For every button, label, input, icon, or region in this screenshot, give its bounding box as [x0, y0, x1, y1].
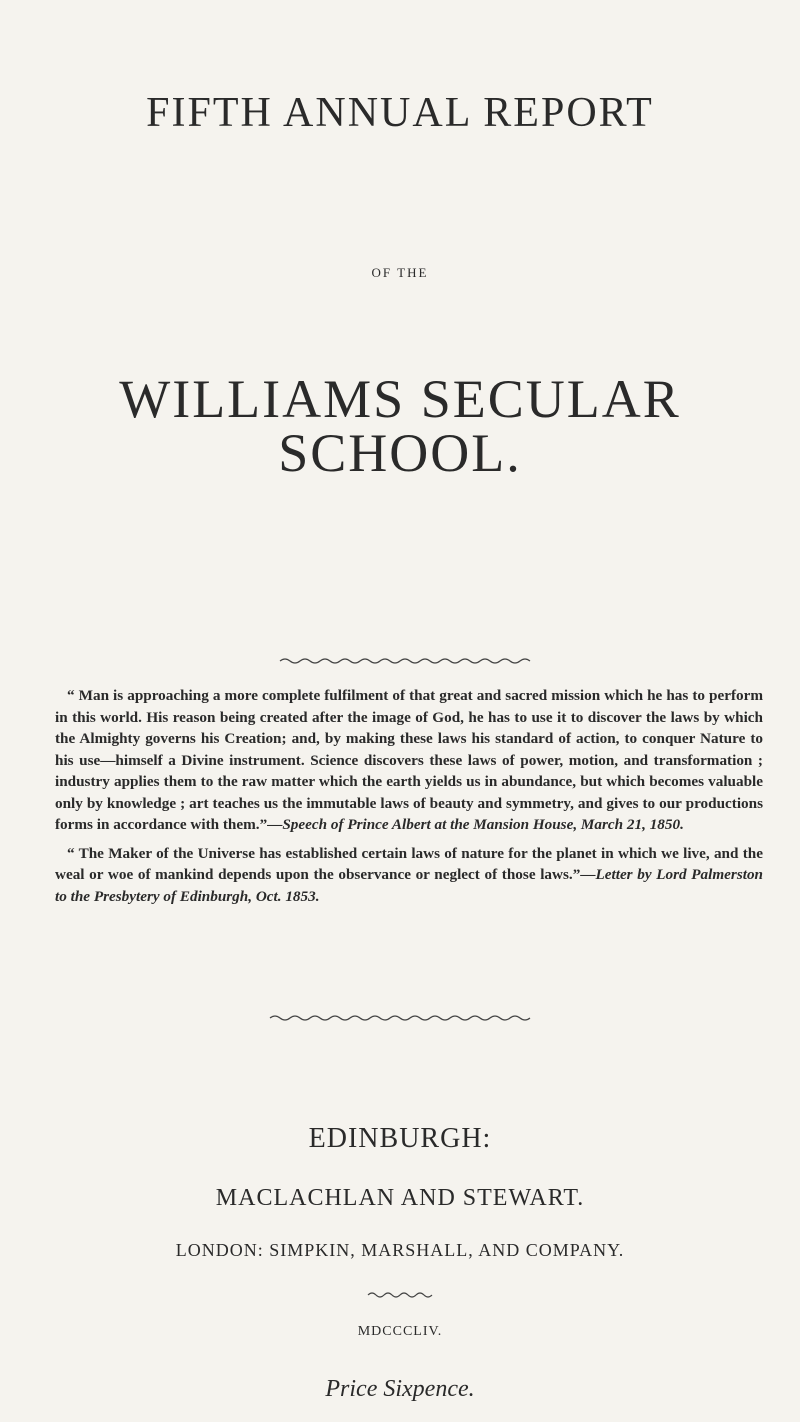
- of-the-label: OF THE: [371, 265, 429, 280]
- report-title: FIFTH ANNUAL REPORT: [146, 90, 654, 136]
- wavy-rule-small: [0, 1290, 800, 1300]
- imprint-price: Price Sixpence.: [325, 1376, 475, 1402]
- quotes-block: [55, 685, 763, 907]
- quote-source: Letter by Lord Palmerston to the Presbytery of Edinburgh, Oct. 1853.: [55, 866, 763, 905]
- wavy-rule-top: [0, 656, 800, 666]
- quote-text: “ The Maker of the Universe has established certain laws of nature for the planet in which we live, and the weal or woe of mankind depends upon the observance or neglect of those laws.”—: [55, 844, 763, 883]
- imprint-publisher: MACLACHLAN AND STEWART.: [215, 1185, 585, 1211]
- imprint-year: MDCCCLIV.: [357, 1324, 443, 1339]
- quote-palmerston: [55, 843, 763, 908]
- imprint-london: LONDON: SIMPKIN, MARSHALL, AND COMPANY.: [175, 1240, 625, 1260]
- quote-text: “ Man is approaching a more complete fulfilment of that great and sacred mission which he has to perform in this world. His reason being created after the image of God, he has to use it to discover the laws by which the Almighty governs his Creation; and, by making these laws his standard of action, to conquer Nature to his use—himself a Divine instrument. Science discovers these laws of power, motion, and transformation ; industry applies them to the raw matter which the earth yields us in abundance, but which becomes valuable only by knowledge ; art teaches us the immutable laws of beauty and symmetry, and gives to our productions forms in accordance with them.”—: [55, 687, 763, 833]
- school-name: WILLIAMS SECULAR SCHOOL.: [119, 369, 681, 483]
- quote-source: Speech of Prince Albert at the Mansion House, March 21, 1850.: [282, 816, 684, 833]
- quote-albert: [55, 685, 763, 836]
- imprint-city: EDINBURGH:: [308, 1123, 492, 1154]
- wavy-rule-bottom: [0, 1013, 800, 1023]
